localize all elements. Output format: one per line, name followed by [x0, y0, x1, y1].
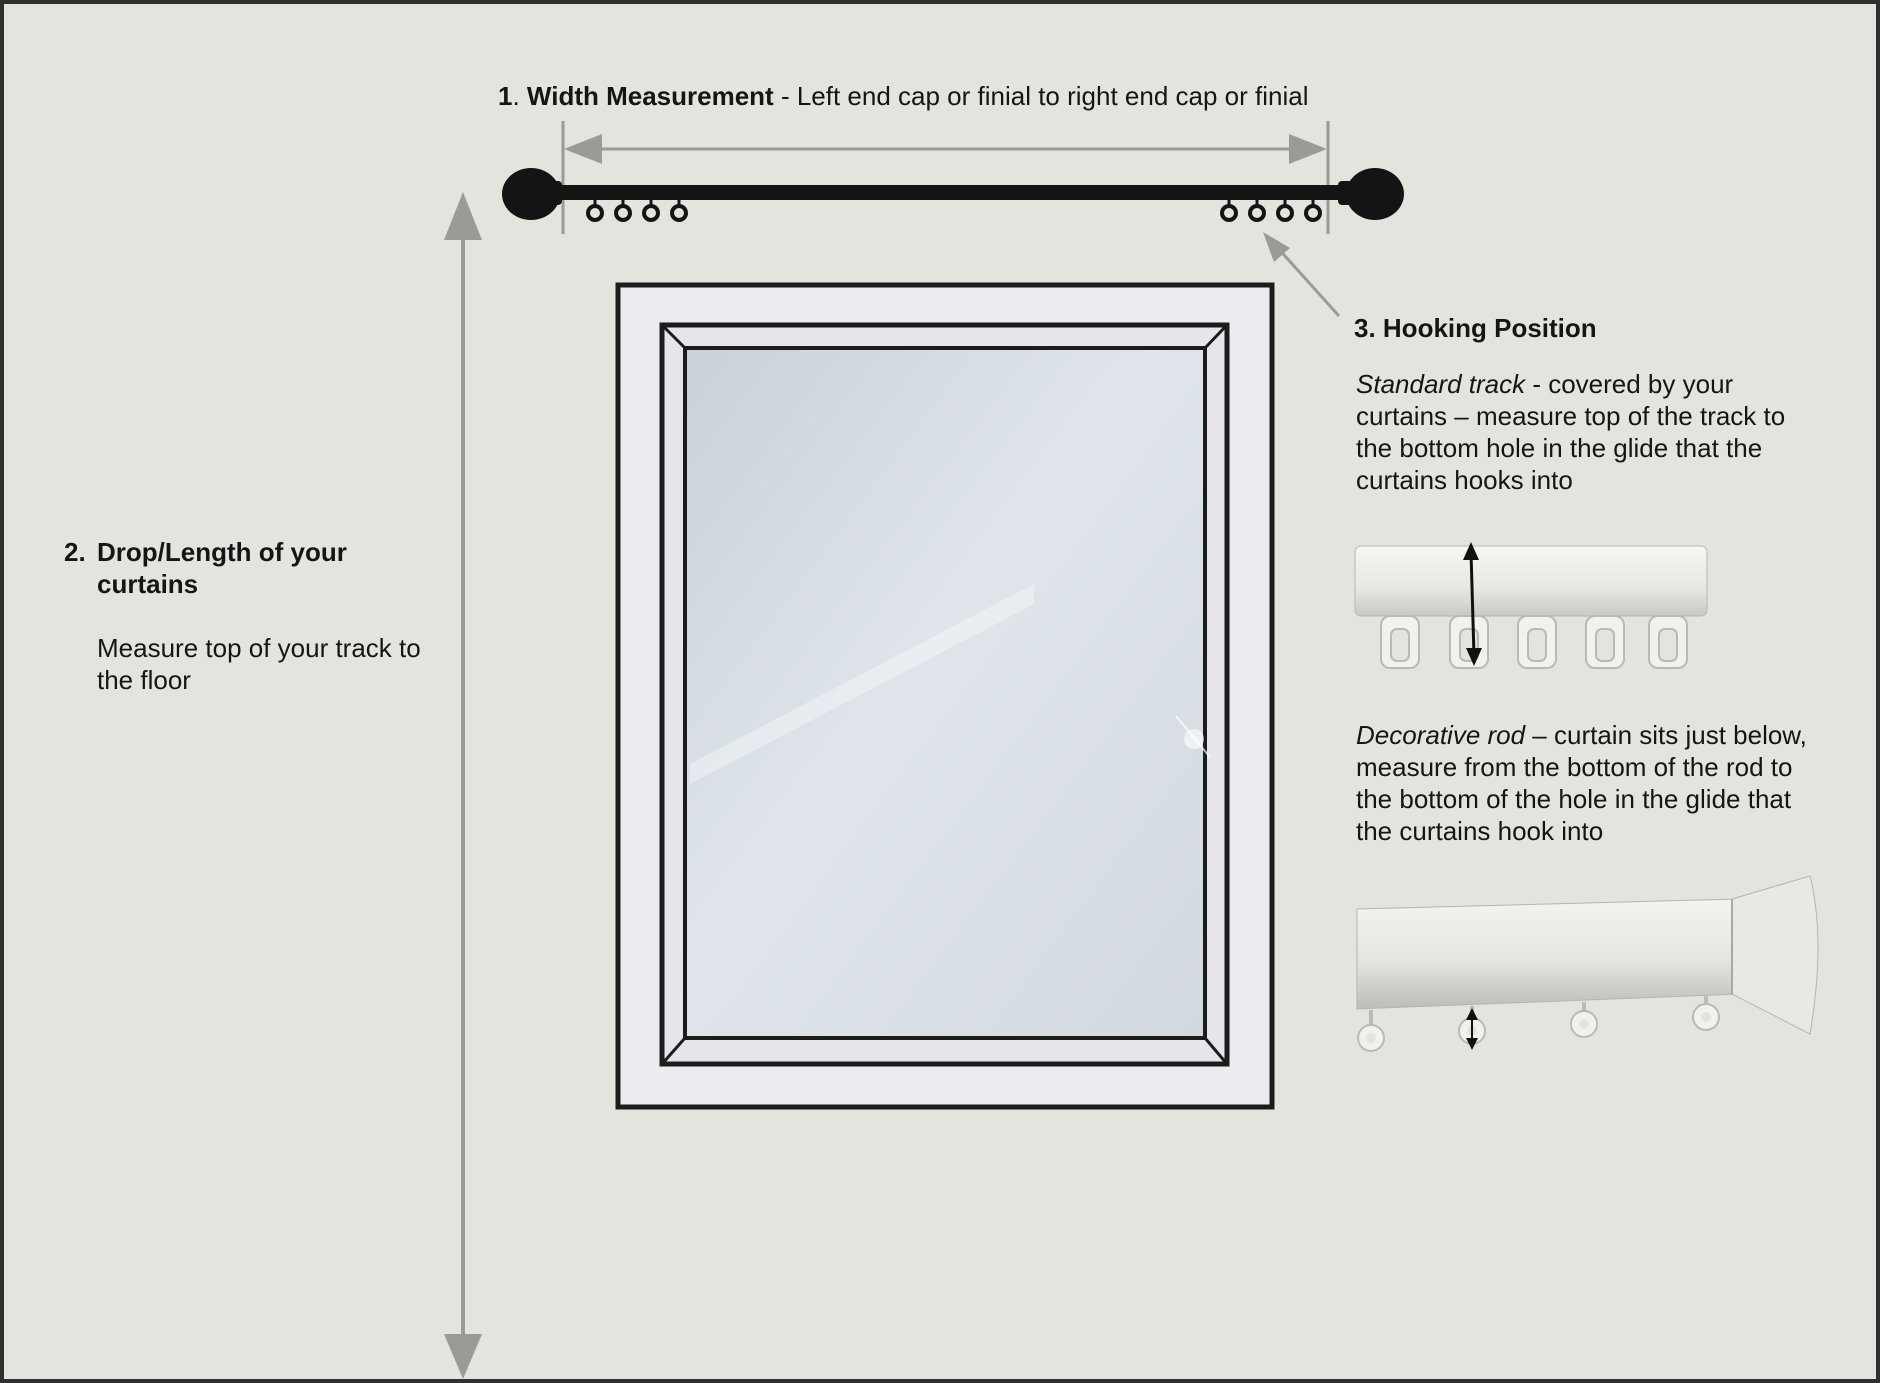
drop-number: 2	[64, 537, 79, 567]
window	[618, 285, 1272, 1107]
drop-number-wrap: 2.	[64, 537, 86, 567]
drop-title-line2: curtains	[97, 569, 199, 599]
width-number: 1	[498, 81, 513, 111]
standard-track-label: Standard track	[1356, 369, 1526, 399]
width-title: Width Measurement	[526, 81, 774, 111]
standard-track-illustration	[1355, 542, 1707, 668]
decorative-rod-label: Decorative rod	[1356, 720, 1526, 750]
width-measurement-label: 1. Width Measurement - Left end cap or finial to right end cap or finial	[498, 81, 1309, 111]
width-separator: -	[773, 81, 797, 111]
curtain-rod	[502, 168, 1404, 220]
width-description: Left end cap or finial to right end cap or finial	[796, 81, 1309, 111]
standard-track-text: - covered by your curtains – measure top of the track to the bottom hole in the glide that the curtains hooks into	[1356, 369, 1786, 495]
drop-dimension-arrow	[444, 192, 482, 1379]
drop-title-line1: Drop/Length of your	[97, 537, 347, 567]
width-dimension-arrow	[563, 121, 1328, 234]
decorative-rod-description	[1356, 719, 1826, 847]
decorative-rod-illustration	[1357, 876, 1818, 1051]
hooking-position-title	[1354, 312, 1597, 344]
standard-track-description	[1356, 368, 1826, 496]
drop-description: Measure top of your track to the floor	[97, 633, 421, 695]
decorative-rod-text: – curtain sits just below, measure from the bottom of the rod to the bottom of the hole in the glide that the curtains hook into	[1356, 720, 1807, 846]
hooking-title-text: 3. Hooking Position	[1354, 313, 1597, 343]
drop-measurement-label	[64, 536, 444, 600]
